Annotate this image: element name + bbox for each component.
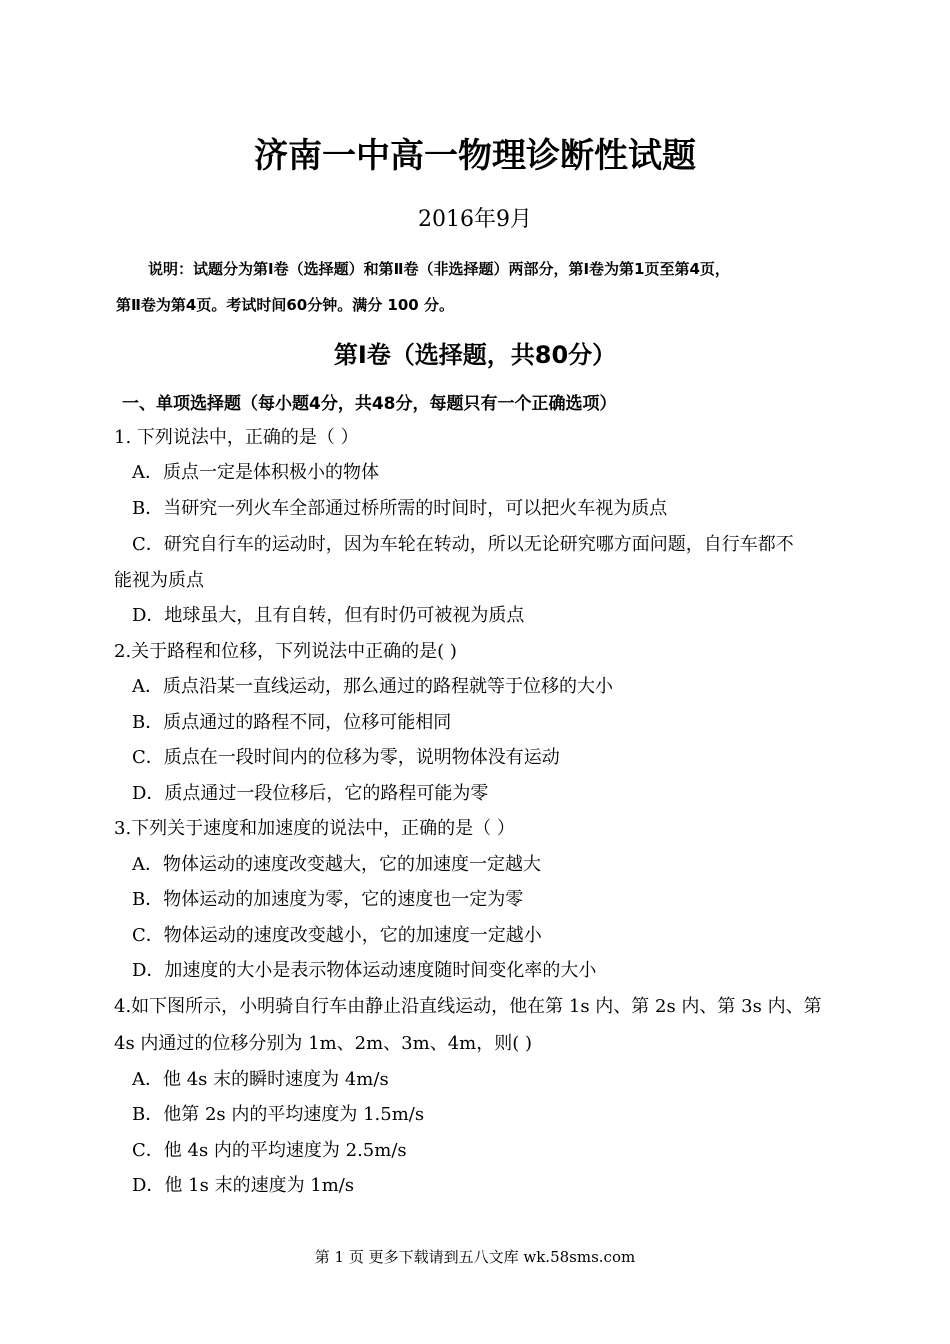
question-4-option-c: C．他 4s 内的平均速度为 2.5m/s [132,1140,407,1161]
instructions-line-1: 说明：试题分为第Ⅰ卷（选择题）和第Ⅱ卷（非选择题）两部分，第Ⅰ卷为第1页至第4页， [148,260,730,278]
question-3-stem: 3.下列关于速度和加速度的说法中，正确的是（ ） [114,818,515,839]
question-2-option-a: A．质点沿某一直线运动，那么通过的路程就等于位移的大小 [132,676,613,697]
question-2-option-d: D．质点通过一段位移后，它的路程可能为零 [132,783,489,804]
question-2-option-b: B．质点通过的路程不同，位移可能相同 [132,712,452,733]
question-4-option-a: A．他 4s 末的瞬时速度为 4m/s [132,1069,389,1090]
exam-title: 济南一中高一物理诊断性试题 [254,136,696,176]
question-1-option-c-continuation: 能视为质点 [114,570,204,591]
question-3-option-b: B．物体运动的加速度为零，它的速度也一定为零 [132,889,524,910]
question-1-option-b: B．当研究一列火车全部通过桥所需的时间时，可以把火车视为质点 [132,498,668,519]
question-1-stem: 1. 下列说法中，正确的是（ ） [114,427,359,448]
exam-date: 2016年9月 [418,207,532,232]
section-heading: 一、单项选择题（每小题4分，共48分，每题只有一个正确选项） [122,394,617,414]
question-1-option-a: A．质点一定是体积极小的物体 [132,462,379,483]
question-1-option-c: C．研究自行车的运动时，因为车轮在转动，所以无论研究哪方面问题，自行车都不 [132,534,794,555]
question-3-option-a: A．物体运动的速度改变越大，它的加速度一定越大 [132,854,541,875]
question-4-stem-continuation: 4s 内通过的位移分别为 1m、2m、3m、4m，则( ) [114,1033,532,1054]
question-3-option-c: C．物体运动的速度改变越小，它的加速度一定越小 [132,925,542,946]
question-2-option-c: C．质点在一段时间内的位移为零，说明物体没有运动 [132,747,560,768]
question-4-option-b: B．他第 2s 内的平均速度为 1.5m/s [132,1104,425,1125]
volume-1-title: 第Ⅰ卷（选择题，共80分） [333,341,617,369]
question-4-stem: 4.如下图所示，小明骑自行车由静止沿直线运动，他在第 1s 内、第 2s 内、第 3s 内、第 [114,996,822,1017]
page-footer: 第 1 页 更多下载请到五八文库 wk.58sms.com [314,1248,636,1266]
question-4-option-d: D．他 1s 末的速度为 1m/s [132,1175,355,1196]
question-2-stem: 2.关于路程和位移，下列说法中正确的是( ) [114,641,457,662]
question-1-option-d: D．地球虽大，且有自转，但有时仍可被视为质点 [132,605,525,626]
question-3-option-d: D．加速度的大小是表示物体运动速度随时间变化率的大小 [132,960,597,981]
instructions-line-2: 第Ⅱ卷为第4页。考试时间60分钟。满分 100 分。 [116,296,454,314]
